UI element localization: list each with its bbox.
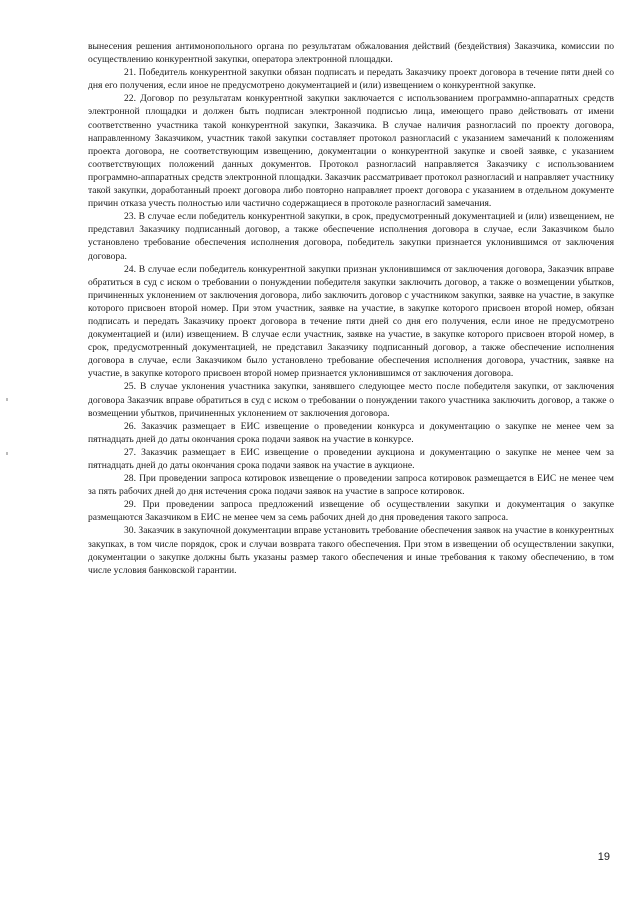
document-page: [88, 40, 614, 577]
clause-22: 22. Договор по результатам конкурентной закупки заключается с использованием программно-аппаратных средств электронной площадки и должен быть подписан электронной подписью лица, имеющего право действовать от имени соответственно участника такой конкурентной закупки, Заказчика. В случае наличия разногласий по проекту договора, направленному Заказчиком, участник такой закупки составляет протокол разногласий с указанием замечаний к положениям проекта договора, не соответствующим извещению, документации о конкурентной закупке и своей заявке, с указанием соответствующих положений данных документов. Протокол разногласий направляется Заказчику с использованием программно-аппаратных средств электронной площадки. Заказчик рассматривает протокол разногласий и направляет участнику такой закупки, доработанный проект договора либо повторно направляет проект договора с указанием в отдельном документе причин отказа учесть полностью или частично содержащиеся в протоколе разногласий замечания.: [88, 93, 614, 210]
clause-23: 23. В случае если победитель конкурентной закупки, в срок, предусмотренный документацией и (или) извещением, не представил Заказчику подписанный договор, а также обеспечение исполнения договора в случае, если Заказчиком было установлено требование обеспечения исполнения договора, победитель закупки признается уклонившимся от заключения договора.: [88, 211, 614, 262]
continuation-paragraph: вынесения решения антимонопольного органа по результатам обжалования действий (бездействия) Заказчика, комиссии по осуществлению конкурентной закупки, оператора электронной площадки.: [88, 41, 614, 66]
clause-30: 30. Заказчик в закупочной документации вправе установить требование обеспечения заявок на участие в конкурентных закупках, в том числе порядок, срок и случаи возврата такого обеспечения. При этом в извещении об осуществлении закупки, документации о закупке должны быть указаны размер такого обеспечения и иные требования к такому обеспечению, в том числе условия банковской гарантии.: [88, 525, 614, 576]
clause-28: 28. При проведении запроса котировок извещение о проведении запроса котировок размещается в ЕИС не менее чем за пять рабочих дней до дня истечения срока подачи заявок на участие в запросе котировок.: [88, 473, 614, 498]
clause-25: 25. В случае уклонения участника закупки, занявшего следующее место после победителя закупки, от заключения договора Заказчик вправе обратиться в суд с иском о требовании о понуждении такого участника заключить договор, а также о возмещении убытков, причиненных уклонением от заключения договора.: [88, 381, 614, 419]
clause-21: 21. Победитель конкурентной закупки обязан подписать и передать Заказчику проект договора в течение пяти дней со дня его получения, если иное не предусмотрено документацией и (или) извещением о конкурентной закупке.: [88, 67, 614, 92]
clause-26: 26. Заказчик размещает в ЕИС извещение о проведении конкурса и документацию о закупке не менее чем за пятнадцать дней до даты окончания срока подачи заявок на участие в конкурсе.: [88, 420, 614, 445]
clause-24: 24. В случае если победитель конкурентной закупки признан уклонившимся от заключения договора, Заказчик вправе обратиться в суд с иском о требовании о понуждении победителя закупки заключить договор, а также о возмещении убытков, причиненных уклонением от заключения договора, либо заключить договор с участником закупки, заявке на участие, в закупке которого присвоен второй номер. При этом участник, заявке на участие, в закупке которого присвоен второй номер, обязан подписать и передать Заказчику проект договора в течение пяти дней со дня его получения, если иное не предусмотрено документацией и (или) извещением. В случае если участник, заявке на участие, в закупке которого присвоен второй номер, в срок, предусмотренный документацией, не представил Заказчику подписанный договор, а также обеспечение исполнения договора в случае, если Заказчиком было установлено требование обеспечения исполнения договора, участник, заявке на участие, в закупке которого присвоен второй номер признается уклонившимся от заключения договора.: [88, 263, 614, 380]
scan-margin-mark: [6, 452, 8, 455]
scan-margin-mark: [6, 398, 8, 401]
clause-27: 27. Заказчик размещает в ЕИС извещение о проведении аукциона и документацию о закупке не менее чем за пятнадцать дней до даты окончания срока подачи заявок на участие в аукционе.: [88, 446, 614, 471]
page-number: 19: [597, 851, 610, 863]
clause-29: 29. При проведении запроса предложений извещение об осуществлении закупки и документация о закупке размещаются Заказчиком в ЕИС не менее чем за семь рабочих дней до дня проведения такого запроса.: [88, 499, 614, 524]
